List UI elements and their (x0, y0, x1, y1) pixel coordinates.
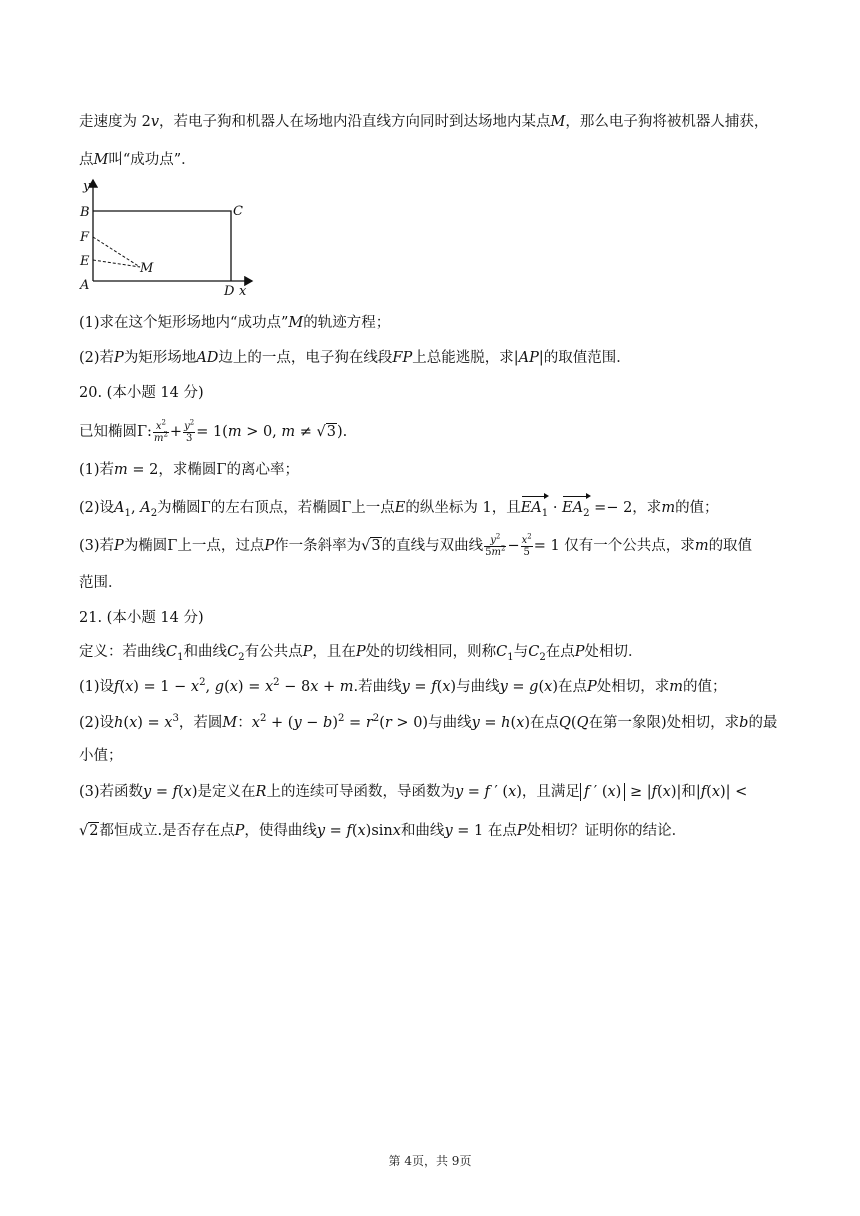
segment-em (93, 260, 140, 267)
q21-part-1: (1)设$f(x) = 1 - x^2$, $g(x) = x^2 - 8x + m$.若曲线y = f(x)与曲线y = g(x)在点P处相切，求m的值； (79, 677, 727, 695)
label-y: y (83, 179, 91, 194)
label-c: C (233, 204, 243, 219)
label-x: x (239, 284, 247, 296)
label-f: F (80, 230, 90, 245)
rectangle-abcd (93, 211, 231, 281)
label-b: B (80, 205, 90, 220)
q19-line-2: 点M叫“成功点”． (79, 152, 196, 168)
q21-header: 21. (本小题 14 分) (79, 610, 204, 626)
q19-part-1: (1)求在这个矩形场地内“成功点”M的轨迹方程； (79, 315, 391, 331)
q20-part-2: (2)设$A_1$, $A_2$为椭圆Γ的左右顶点，若椭圆Γ上一点E的纵坐标为 1，且$EA_1 \cdot EA_2 =- 2$，求m的值； (79, 496, 790, 518)
q20-intro: 已知椭圆Γ: $\frac{x^2}{m^2}$ + $\frac{y^2}{3}$ = 1(m > 0, m ≠ √3). (79, 418, 348, 444)
page-footer: 第 4页，共 9页 (388, 1154, 472, 1168)
label-m: M (140, 261, 154, 276)
label-a: A (80, 278, 90, 293)
q20-part-3-line-1: (3)若P为椭圆Γ上一点，过点P作一条斜率为√3的直线与双曲线 $\frac{y^2}{5m^2}$ − $\frac{x^2}{5}$ = 1 仅有一个公共点，求m的取值 (79, 532, 753, 558)
q21-part-3-line-2: √2都恒成立.是否存在点P，使得曲线y = f(x)sinx和曲线y = 1 在点P处相切？证明你的结论． (79, 823, 687, 839)
q21-definition: 定义：若曲线$C_1$和曲线$C_2$有公共点P，且在P处的切线相同，则称$C_1$与$C_2$在点P处相切． (79, 644, 643, 663)
label-e: E (80, 254, 90, 269)
rectangle-field-figure (76, 176, 256, 296)
label-d: D (224, 284, 235, 296)
q20-header: 20. (本小题 14 分) (79, 385, 204, 401)
q20-part-3-line-2: 范围． (79, 575, 123, 591)
q21-part-2-line-2: 小值； (79, 748, 123, 764)
q21-part-3-line-1: (3)若函数y = f(x)是定义在R上的连续可导函数，导函数为y = f ′ (x)，且满足 f ′ (x) ≥ |f(x)|和|f(x)| < (79, 784, 748, 800)
q19-line-1: 走速度为 2v，若电子狗和机器人在场地内沿直线方向同时到达场地内某点M，那么电子狗将被机器人捕获， (79, 114, 769, 130)
q19-part-2: (2)若P为矩形场地AD边上的一点，电子狗在线段FP上总能逃脱，求|AP|的取值范围． (79, 350, 631, 366)
segment-fm (93, 237, 140, 267)
q21-part-2-line-1: (2)设$h(x) = x^3$，若圆M：$x^2 + (y - b)^2 = r^2(r > 0)$与曲线y = h(x)在点Q(Q在第一象限)处相切，求b的最 (79, 713, 778, 731)
q20-part-1: (1)若m = 2，求椭圆Γ的离心率； (79, 462, 299, 478)
